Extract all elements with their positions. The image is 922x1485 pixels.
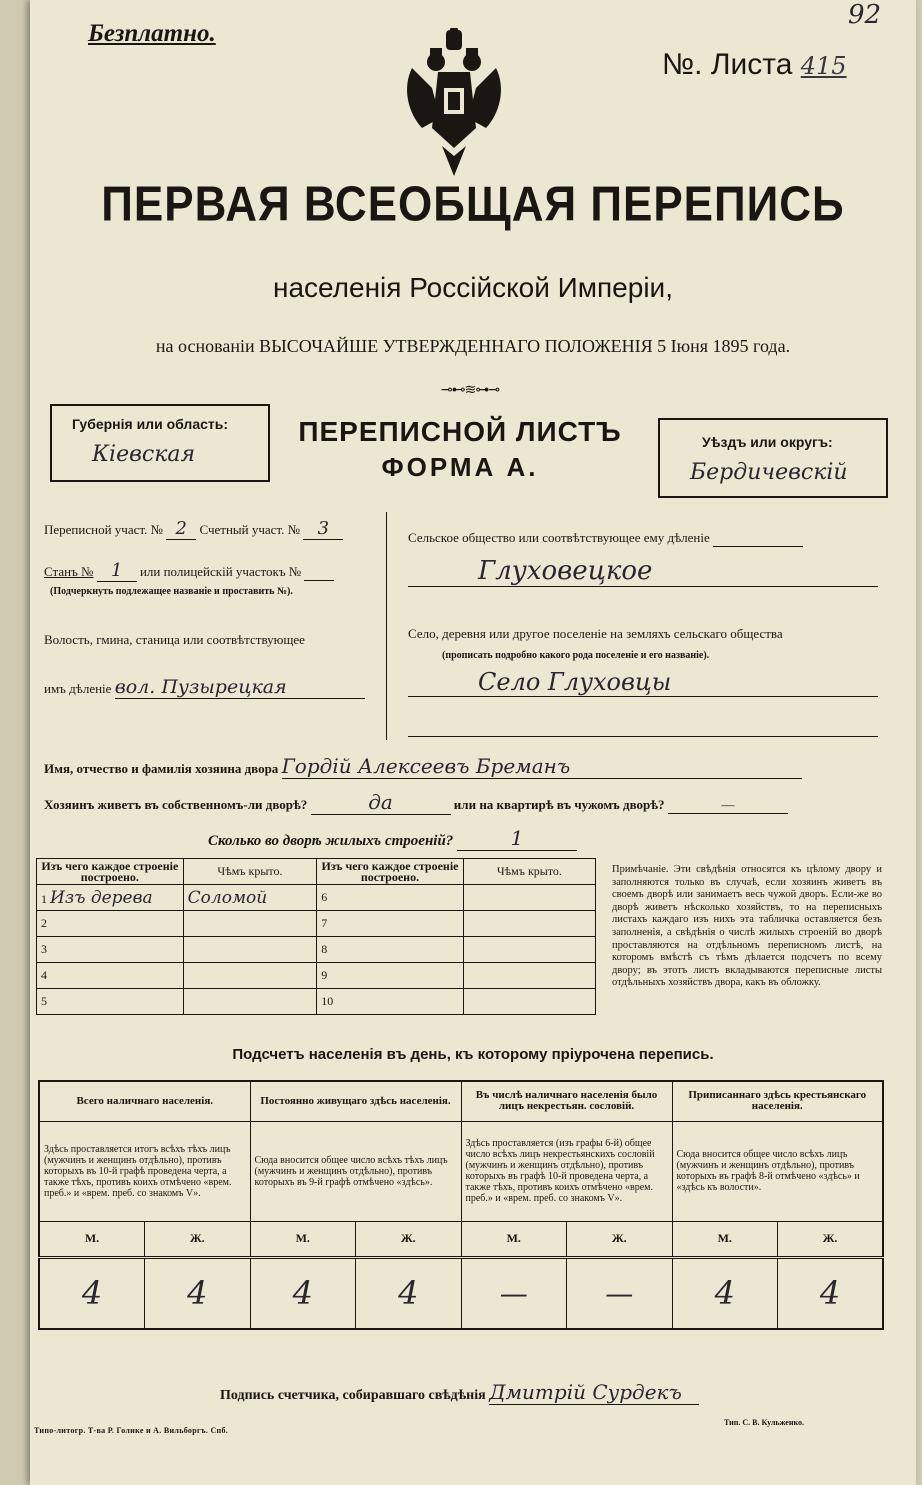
- sheet-number: [662, 48, 847, 82]
- district-box: [658, 418, 888, 498]
- roof-cell[interactable]: [183, 937, 317, 963]
- village-value[interactable]: Село Глуховцы: [408, 668, 878, 697]
- female-header: Ж.: [145, 1221, 251, 1257]
- roof-cell[interactable]: [463, 911, 595, 937]
- stan-value[interactable]: 1: [97, 560, 137, 582]
- own-yard-label: Хозяинъ живетъ въ собственномъ-ли дворѣ?: [44, 797, 308, 812]
- table-row: [37, 989, 596, 1015]
- count-cell[interactable]: 4: [145, 1257, 251, 1329]
- male-header: М.: [461, 1221, 567, 1257]
- counting-section-value[interactable]: 3: [303, 518, 343, 540]
- village-label: Село, деревня или другое поселеніе на земляхъ сельскаго общества: [408, 626, 783, 641]
- male-header: М.: [672, 1221, 778, 1257]
- owner-residence-row: [44, 790, 788, 815]
- roof-cell[interactable]: [183, 911, 317, 937]
- group-desc: Здѣсь проставляется (изъ графы 6-й) общее число всѣхъ лицъ некрестьянскихъ сословій (мужчинъ и женщинъ отдѣльно), противъ которыхъ въ графѣ 10-й проведена черта, а также тѣхъ, противъ коихъ отмѣчено «врем. преб.» и «врем. преб. со знакомъ V».: [461, 1121, 672, 1221]
- table-row: [37, 963, 596, 989]
- stan-row: [44, 560, 334, 582]
- col-roof-left: Чѣмъ крыто.: [183, 859, 317, 885]
- count-cell[interactable]: 4: [672, 1257, 778, 1329]
- stan-label: Станъ №: [44, 564, 94, 579]
- owner-name-value[interactable]: Гордiй Алексеевъ Бреманъ: [282, 754, 802, 779]
- sheet-number-value: 415: [800, 52, 847, 80]
- row-number: 2: [41, 916, 47, 930]
- col-material-right: Изъ чего каждое строеніе построено.: [317, 859, 464, 885]
- volost-value[interactable]: вол. Пузырецкая: [115, 676, 365, 699]
- free-label: Безплатно.: [88, 20, 216, 47]
- census-section-row: [44, 518, 343, 540]
- signature-row: [220, 1380, 699, 1405]
- female-header: Ж.: [567, 1221, 673, 1257]
- count-cell[interactable]: —: [461, 1257, 567, 1329]
- sheet-title: ПЕРЕПИСНОЙ ЛИСТЪ: [298, 416, 622, 447]
- roof-cell[interactable]: [463, 885, 595, 911]
- society-value[interactable]: Глуховецкое: [408, 556, 878, 587]
- owner-name-label: Имя, отчество и фамилія хозяина двора: [44, 761, 279, 776]
- buildings-table: [36, 858, 596, 1015]
- census-sheet: [30, 0, 916, 1485]
- volost-label: Волость, гмина, станица или соотвѣтствующее: [44, 632, 305, 647]
- signature-value[interactable]: Дмитрiй Сурдекъ: [489, 1380, 699, 1405]
- village-note: (прописать подробно какого рода поселеніе и его названіе).: [442, 650, 710, 661]
- material-cell[interactable]: Изъ дерева: [50, 887, 153, 908]
- own-yard-value[interactable]: да: [311, 790, 451, 815]
- male-header: М.: [39, 1221, 145, 1257]
- female-header: Ж.: [778, 1221, 884, 1257]
- page-number: 92: [848, 0, 882, 30]
- roof-cell[interactable]: [463, 937, 595, 963]
- police-label: или полицейскій участокъ №: [139, 564, 302, 579]
- ornament-divider: ⊸⊷≋⊶⊸: [440, 383, 500, 398]
- count-cell[interactable]: 4: [250, 1257, 356, 1329]
- counting-section-label: Счетный участ. №: [199, 522, 301, 537]
- police-value[interactable]: [304, 564, 334, 581]
- count-cell[interactable]: 4: [778, 1257, 884, 1329]
- census-subtitle: населенія Россійской Имперіи,: [273, 272, 673, 303]
- buildings-value[interactable]: 1: [457, 826, 577, 851]
- row-number: 5: [41, 994, 47, 1008]
- province-value[interactable]: Кiевская: [92, 442, 196, 467]
- roof-cell[interactable]: [463, 989, 595, 1015]
- census-section-value[interactable]: 2: [166, 518, 196, 540]
- sheet-number-label: №. Листа: [662, 48, 793, 81]
- row-number: 6: [321, 890, 328, 904]
- rent-value[interactable]: —: [668, 797, 788, 814]
- group-desc: Сюда вносится общее число всѣхъ лицъ (мужчинъ и женщинъ отдѣльно), противъ которыхъ въ графѣ 8-й отмѣчено «здѣсь» и «здѣсь къ волости».: [672, 1121, 883, 1221]
- population-heading: Подсчетъ населенія въ день, къ которому пріурочена перепись.: [232, 1046, 714, 1063]
- male-header: М.: [250, 1221, 356, 1257]
- group-desc: Сюда вносится общее число всѣхъ тѣхъ лицъ (мужчинъ и женщинъ отдѣльно), противъ которыхъ въ 9-й графѣ отмѣчено «здѣсь».: [250, 1121, 461, 1221]
- district-label: Уѣздъ или округъ:: [702, 434, 833, 450]
- legal-basis: на основаніи ВЫСОЧАЙШЕ УТВЕРЖДЕННАГО ПОЛОЖЕНІЯ 5 Іюня 1895 года.: [155, 336, 791, 356]
- society-row: [408, 530, 803, 547]
- row-number: 10: [321, 994, 334, 1008]
- province-label: Губернія или область:: [72, 416, 229, 432]
- row-number: 8: [321, 942, 328, 956]
- society-label: Сельское общество или соотвѣтствующее ему дѣленіе: [408, 530, 710, 545]
- roof-cell[interactable]: [183, 989, 317, 1015]
- column-divider: [386, 512, 387, 740]
- signature-label: Подпись счетчика, собиравшаго свѣдѣнія: [220, 1388, 486, 1403]
- buildings-row: [208, 826, 577, 851]
- row-number: 1: [41, 891, 47, 906]
- count-cell[interactable]: —: [567, 1257, 673, 1329]
- group-title: Всего наличнаго населенія.: [39, 1081, 250, 1121]
- table-row: [37, 911, 596, 937]
- roof-cell[interactable]: [183, 963, 317, 989]
- district-value[interactable]: Бердичевскiй: [690, 460, 848, 485]
- volost-label-2: имъ дѣленіе: [44, 681, 112, 696]
- group-desc: Здѣсь проставляется итогъ всѣхъ тѣхъ лицъ (мужчинъ и женщинъ отдѣльно), противъ которыхъ въ 10-й графѣ проведена черта, а также тѣхъ, противъ коихъ отмѣчено «врем. преб.» и «врем. преб. со знакомъ V».: [39, 1121, 250, 1221]
- female-header: Ж.: [356, 1221, 462, 1257]
- col-roof-right: Чѣмъ крыто.: [463, 859, 595, 885]
- group-title: Постоянно живущаго здѣсь населенія.: [250, 1081, 461, 1121]
- row-number: 9: [321, 968, 328, 982]
- census-title: ПЕРВАЯ ВСЕОБЩАЯ ПЕРЕПИСЬ: [101, 177, 845, 232]
- volost-row: [44, 676, 365, 699]
- rent-label: или на квартирѣ въ чужомъ дворѣ?: [453, 797, 665, 812]
- row-number: 3: [41, 942, 47, 956]
- province-box: [50, 404, 270, 482]
- roof-cell[interactable]: Соломой: [183, 885, 317, 911]
- group-title: Въ числѣ наличнаго населенія было лицъ некрестьян. сословій.: [461, 1081, 672, 1121]
- printer-left: Типо-литогр. Т-ва Р. Голике и А. Вильборгъ. Спб.: [34, 1426, 229, 1435]
- col-material-left: Изъ чего каждое строеніе построено.: [37, 859, 184, 885]
- count-cell[interactable]: 4: [39, 1257, 145, 1329]
- printer-right: Тип. С. В. Кульженко.: [724, 1418, 804, 1427]
- row-number: 7: [321, 916, 328, 930]
- owner-name-row: [44, 754, 802, 779]
- form-title: ФОРМА А.: [381, 452, 539, 482]
- police-note: (Подчеркнуть подлежащее названіе и проставить №).: [50, 586, 293, 597]
- buildings-label: Сколько во дворѣ жилыхъ строеній?: [208, 833, 454, 849]
- population-table: [38, 1080, 884, 1330]
- row-number: 4: [41, 968, 47, 982]
- buildings-note: Примѣчаніе. Эти свѣдѣнія относятся къ цѣлому двору и заполняются только въ случаѣ, если хозяинъ живетъ въ своемъ дворѣ или занимаетъ весь чужой дворъ. Если-же во дворѣ живетъ нѣсколько хозяйствъ, то на переписныхъ листахъ каждаго изъ нихъ эта табличка оставляется безъ заполненія, а свѣдѣнія о числѣ жилыхъ строеній во дворѣ проставляются на отдѣльномъ переписномъ листѣ, на которомъ вмѣстѣ съ тѣмъ дѣлается подсчетъ по всему двору; въ этотъ листъ вкладываются переписные листы отдѣльныхъ хозяйствъ двора, какъ въ обложку.: [612, 864, 882, 989]
- table-row: [37, 885, 596, 911]
- roof-cell[interactable]: [463, 963, 595, 989]
- village-extra-line: [408, 716, 878, 737]
- table-row: [37, 937, 596, 963]
- group-title: Приписаннаго здѣсь крестьянскаго населенія.: [672, 1081, 883, 1121]
- count-cell[interactable]: 4: [356, 1257, 462, 1329]
- census-section-label: Переписной участ. №: [44, 522, 163, 537]
- double-headed-eagle-emblem: [402, 28, 506, 178]
